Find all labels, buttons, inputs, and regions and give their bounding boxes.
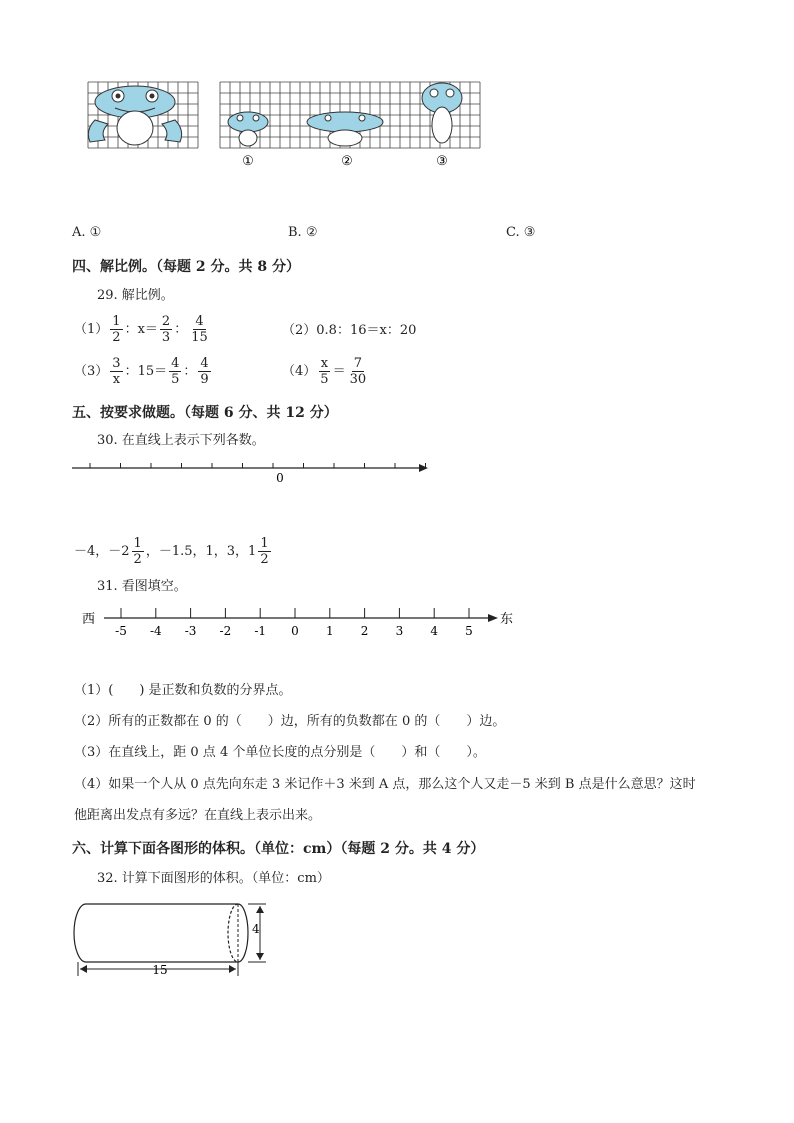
number-line-30 [70, 455, 440, 490]
section-6-heading: 六、计算下面各图形的体积。（单位：cm）（每题 2 分。共 4 分） [72, 841, 485, 857]
sub-question-2: （2）所有的正数都在 0 的（ ）边，所有的负数都在 0 的（ ）边。 [74, 714, 506, 729]
choice-c[interactable]: C. ③ [506, 225, 536, 240]
sub-question-4-line-2: 他距离出发点有多远？在直线上表示出来。 [74, 808, 322, 823]
figure-option-3-label: ③ [436, 154, 448, 169]
tick-label: 0 [291, 624, 299, 638]
cylinder-body [74, 904, 248, 962]
tick-label: -1 [254, 624, 267, 638]
arrow-right-icon [488, 614, 498, 622]
section-4-heading: 四、解比例。（每题 2 分。共 8 分） [72, 259, 300, 275]
proportion-4: （4） $\frac{x}{5}$ ＝ $\frac{7}{30}$ [282, 356, 367, 387]
cylinder-figure [70, 896, 280, 986]
sub-question-4-line-1: （4）如果一个人从 0 点先向东走 3 米记作＋3 米到 A 点，那么这个人又走－5 米到 B 点是什么意思？这时 [74, 777, 696, 792]
choice-a[interactable]: A. ① [72, 225, 102, 240]
proportion-2: （2）0.8：16＝x：20 [282, 323, 417, 338]
question-32: 32. 计算下面图形的体积。（单位：cm） [97, 871, 330, 886]
section-5-heading: 五、按要求做题。（每题 6 分、共 12 分） [72, 405, 338, 421]
question-30: 30. 在直线上表示下列各数。 [97, 433, 265, 448]
tick-label: -2 [219, 624, 232, 638]
scaled-frog-grid [220, 82, 480, 148]
diameter-label: 4 [252, 922, 260, 936]
proportion-1: （1） $\frac{1}{2}$ ：x＝ $\frac{2}{3}$ ： $\frac{4}{15}$ [74, 314, 208, 345]
tick-label: -3 [184, 624, 197, 638]
question-31: 31. 看图填空。 [97, 579, 187, 594]
frog-option-1-icon [228, 112, 268, 146]
cylinder-hidden-edge [228, 904, 238, 962]
proportion-3: （3） $\frac{3}{x}$ ：15＝ $\frac{4}{5}$ ： $\frac{4}{9}$ [74, 356, 209, 387]
choice-b[interactable]: B. ② [288, 225, 318, 240]
length-label: 15 [152, 963, 168, 977]
sub-question-3: （3）在直线上，距 0 点 4 个单位长度的点分别是（ ）和（ ）。 [74, 745, 486, 760]
tick-label: 1 [325, 624, 334, 638]
question-29: 29. 解比例。 [97, 288, 174, 303]
number-line-31 [74, 600, 524, 640]
figure-option-2-label: ② [341, 154, 353, 169]
tick-label: 4 [430, 624, 439, 638]
tick-label: 5 [465, 624, 473, 638]
arrow-right-icon [419, 464, 428, 472]
west-label: 西 [82, 612, 96, 627]
numbers-to-plot: －4，－2 $\frac{1}{2}$ ，－1.5，1，3，1 $\frac{1}{2}$ [74, 536, 269, 567]
tick-label: 2 [360, 624, 369, 638]
original-frog-grid [88, 82, 198, 148]
east-label: 东 [500, 612, 514, 627]
axis-30-zero-label: 0 [276, 471, 284, 485]
sub-question-1: （1）( ) 是正数和负数的分界点。 [74, 683, 292, 698]
figure-option-1-label: ① [242, 154, 254, 169]
frog-option-3-icon [422, 83, 462, 143]
tick-label: -4 [149, 624, 162, 638]
tick-label: -5 [115, 624, 127, 638]
frog-grid-figures [80, 80, 500, 170]
tick-label: 3 [395, 624, 404, 638]
frog-option-2-icon [307, 112, 383, 146]
